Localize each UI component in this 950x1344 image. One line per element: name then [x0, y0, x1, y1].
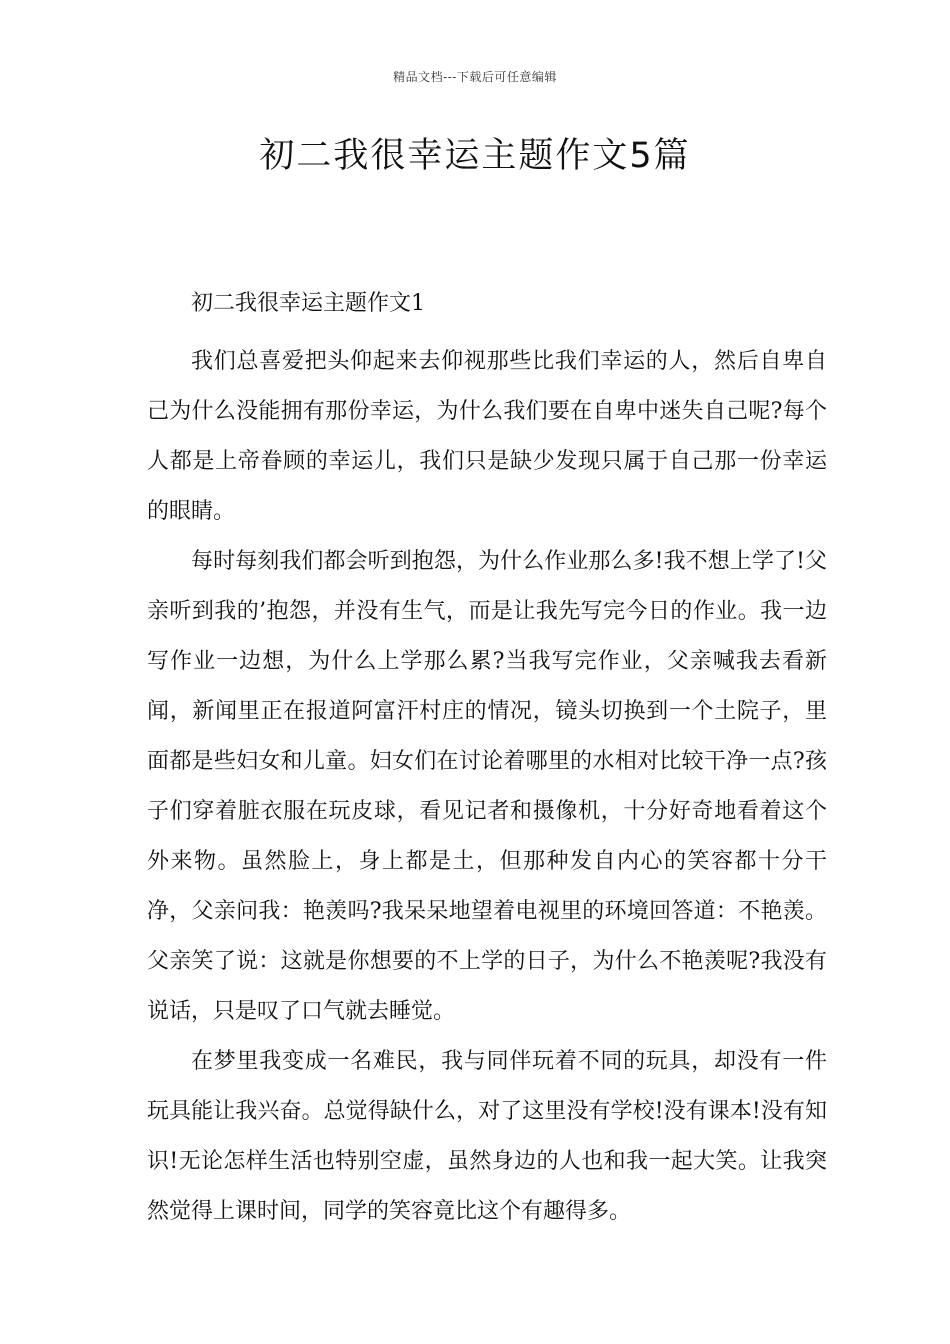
section-heading: 初二我很幸运主题作文1	[191, 291, 425, 316]
paragraph: 每时每刻我们都会听到抱怨，为什么作业那么多!我不想上学了!父亲听到我的’抱怨，并没有生气，而是让我先写完今日的作业。我一边写作业一边想，为什么上学那么累?当我写完作业，父亲喊我去看新闻，新闻里正在报道阿富汗村庄的情况，镜头切换到一个土院子，里面都是些妇女和儿童。妇女们在讨论着哪里的水相对比较干净一点?孩子们穿着脏衣服在玩皮球，看见记者和摄像机，十分好奇地看着这个外来物。虽然脸上，身上都是土，但那种发自内心的笑容都十分干净，父亲问我：艳羡吗?我呆呆地望着电视里的环境回答道：不艳羡。父亲笑了说：这就是你想要的不上学的日子，为什么不艳羡呢?我没有说话，只是叹了口气就去睡觉。	[147, 549, 827, 1024]
paragraph: 在梦里我变成一名难民，我与同伴玩着不同的玩具，却没有一件玩具能让我兴奋。总觉得缺什么，对了这里没有学校!没有课本!没有知识!无论怎样生活也特别空虚，虽然身边的人也和我一起大笑。让我突然觉得上课时间，同学的笑容竟比这个有趣得多。	[147, 1049, 827, 1224]
header-note: 精品文档---下载后可任意编辑	[393, 70, 557, 84]
document-body	[147, 279, 827, 1237]
paragraph: 我们总喜爱把头仰起来去仰视那些比我们幸运的人，然后自卑自己为什么没能拥有那份幸运，为什么我们要在自卑中迷失自己呢?每个人都是上帝眷顾的幸运儿，我们只是缺少发现只属于自己那一份幸运的眼睛。	[147, 349, 827, 524]
document-title: 初二我很幸运主题作文5篇	[259, 136, 691, 176]
